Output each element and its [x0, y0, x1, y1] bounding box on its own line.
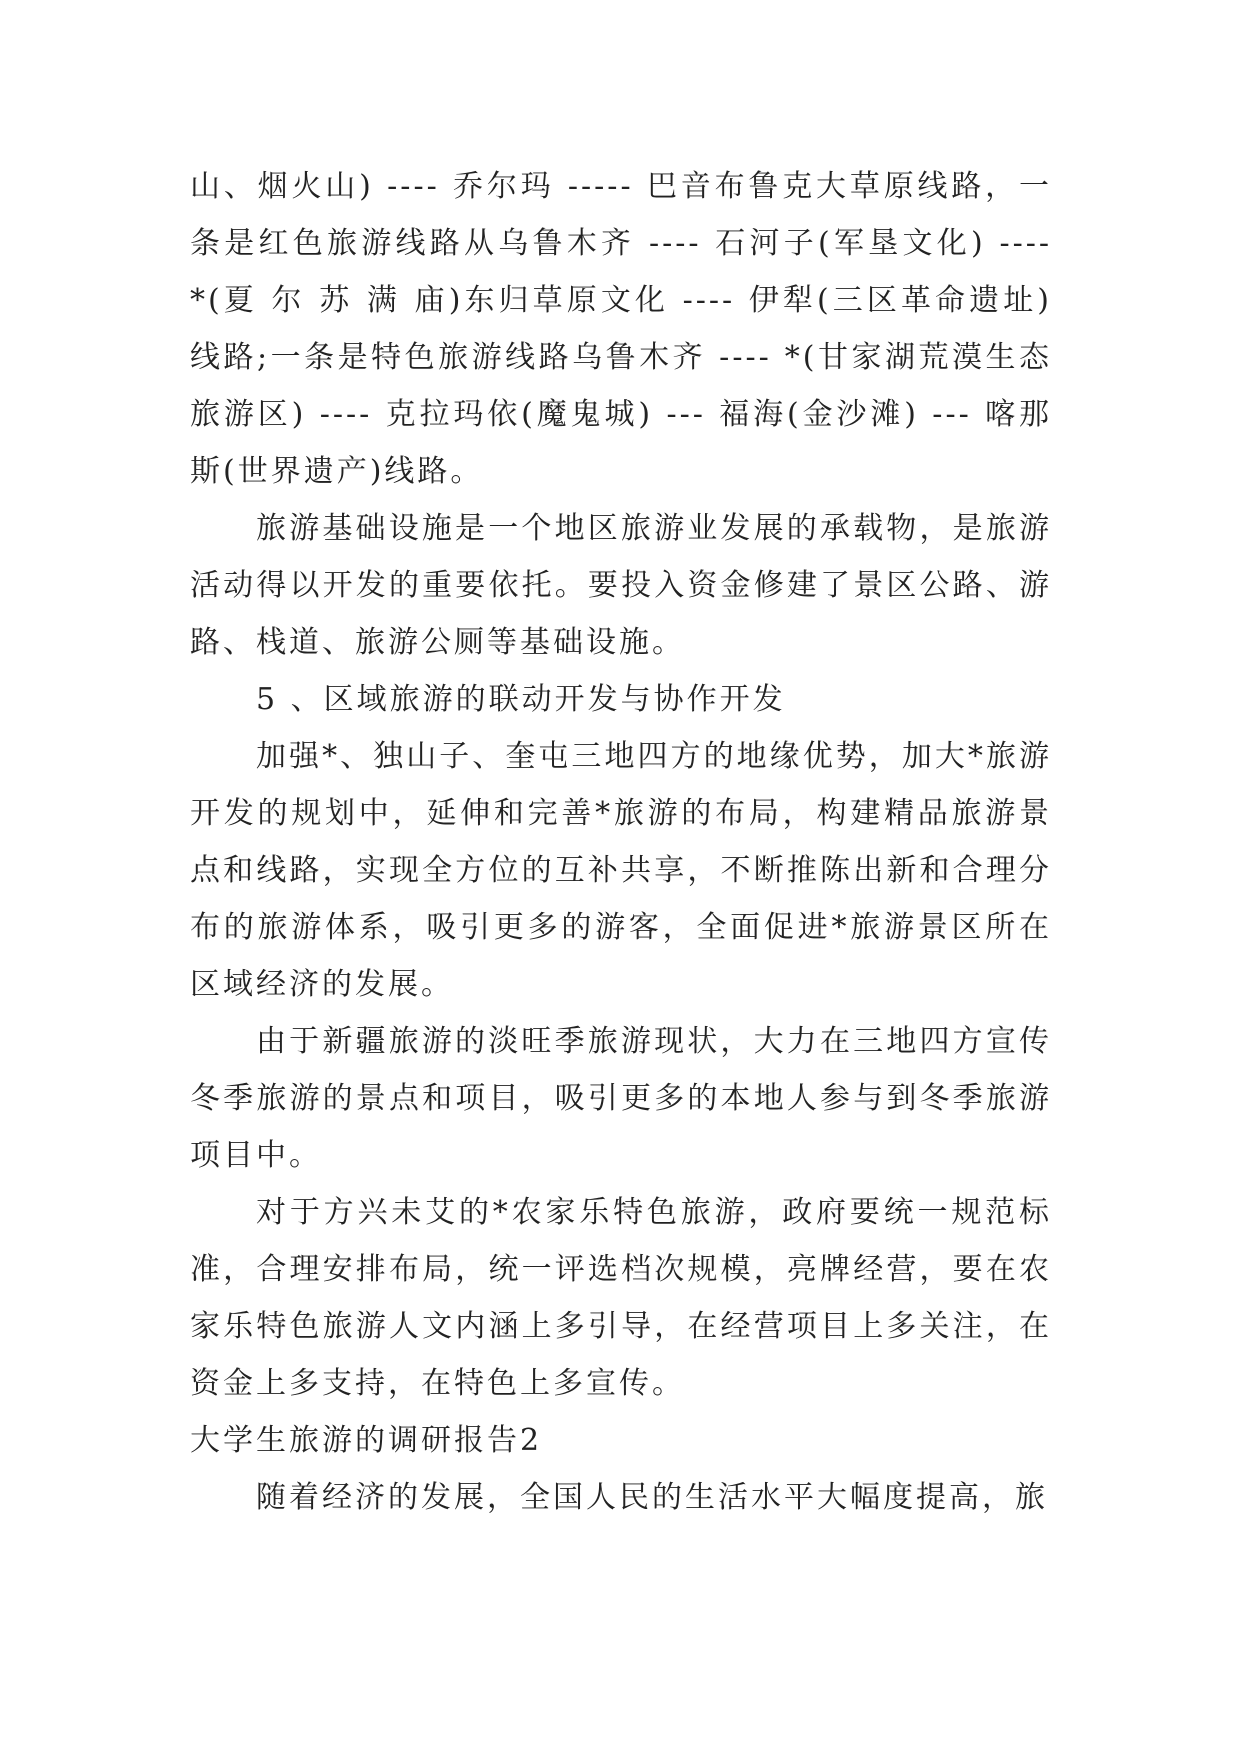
subheading-regional-tourism: 5 、区域旅游的联动开发与协作开发 — [256, 682, 786, 717]
section-title: 大学生旅游的调研报告2 — [190, 1423, 543, 1458]
paragraph-regional-development: 加强*、独山子、奎屯三地四方的地缘优势，加大*旅游开发的规划中，延伸和完善*旅游的布局，构建精品旅游景点和线路，实现全方位的互补共享，不断推陈出新和合理分布的旅游体系，吸引更多的游客，全面促进*旅游景区所在区域经济的发展。 — [190, 739, 1052, 1002]
paragraph-winter-tourism: 由于新疆旅游的淡旺季旅游现状，大力在三地四方宣传冬季旅游的景点和项目，吸引更多的本地人参与到冬季旅游项目中。 — [190, 1024, 1052, 1173]
document-body — [190, 158, 1052, 1526]
paragraph-closing: 随着经济的发展，全国人民的生活水平大幅度提高，旅 — [256, 1480, 1048, 1515]
paragraph-farm-tourism: 对于方兴未艾的*农家乐特色旅游，政府要统一规范标准，合理安排布局，统一评选档次规模，亮牌经营，要在农家乐特色旅游人文内涵上多引导，在经营项目上多关注，在资金上多支持，在特色上多宣传。 — [190, 1195, 1052, 1401]
paragraph-routes: 山、烟火山) ---- 乔尔玛 ----- 巴音布鲁克大草原线路，一条是红色旅游线路从乌鲁木齐 ---- 石河子(军垦文化) ---- *(夏 尔 苏 满 庙)东归草原文化 ---- 伊犁(三区革命遗址)线路;一条是特色旅游线路乌鲁木齐 ---- *(甘家湖荒漠生态旅游区) ---- 克拉玛依(魔鬼城) --- 福海(金沙滩) --- 喀那斯(世界遗产)线路。 — [190, 169, 1052, 489]
paragraph-infrastructure: 旅游基础设施是一个地区旅游业发展的承载物，是旅游活动得以开发的重要依托。要投入资金修建了景区公路、游路、栈道、旅游公厕等基础设施。 — [190, 511, 1052, 660]
